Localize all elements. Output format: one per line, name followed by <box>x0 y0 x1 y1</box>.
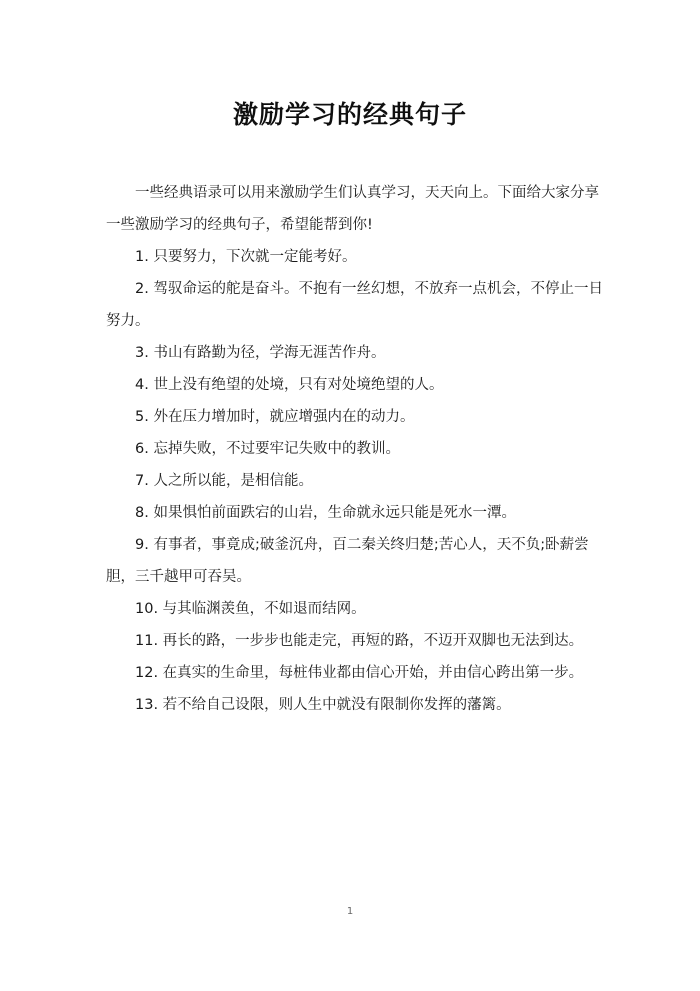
page-title: 激励学习的经典句子 <box>232 100 467 129</box>
quote-item-1: 1. 只要努力，下次就一定能考好。 <box>135 249 357 265</box>
page-number: 1 <box>346 906 354 917</box>
intro-paragraph: 一些经典语录可以用来激励学生们认真学习，天天向上。下面给大家分享一些激励学习的经典句子，希望能帮到你! <box>106 185 599 233</box>
quote-item-2: 2. 驾驭命运的舵是奋斗。不抱有一丝幻想，不放弃一点机会，不停止一日努力。 <box>106 281 603 329</box>
quote-item-9: 9. 有事者，事竟成;破釜沉舟，百二秦关终归楚;苦心人，天不负;卧薪尝胆，三千越甲可吞吴。 <box>106 537 589 585</box>
quote-item-3: 3. 书山有路勤为径，学海无涯苦作舟。 <box>135 345 386 361</box>
quote-item-5: 5. 外在压力增加时，就应增强内在的动力。 <box>135 409 415 425</box>
quote-item-7: 7. 人之所以能，是相信能。 <box>135 473 313 489</box>
quote-item-6: 6. 忘掉失败，不过要牢记失败中的教训。 <box>135 441 400 457</box>
quote-item-11: 11. 再长的路，一步步也能走完，再短的路，不迈开双脚也无法到达。 <box>135 633 584 649</box>
quote-item-4: 4. 世上没有绝望的处境，只有对处境绝望的人。 <box>135 377 444 393</box>
quote-item-13: 13. 若不给自己设限，则人生中就没有限制你发挥的藩篱。 <box>135 697 511 713</box>
quote-item-12: 12. 在真实的生命里，每桩伟业都由信心开始，并由信心跨出第一步。 <box>135 665 584 681</box>
document-body <box>106 177 606 721</box>
quote-item-10: 10. 与其临渊羡鱼，不如退而结网。 <box>135 601 366 617</box>
quote-item-8: 8. 如果惧怕前面跌宕的山岩，生命就永远只能是死水一潭。 <box>135 505 516 521</box>
